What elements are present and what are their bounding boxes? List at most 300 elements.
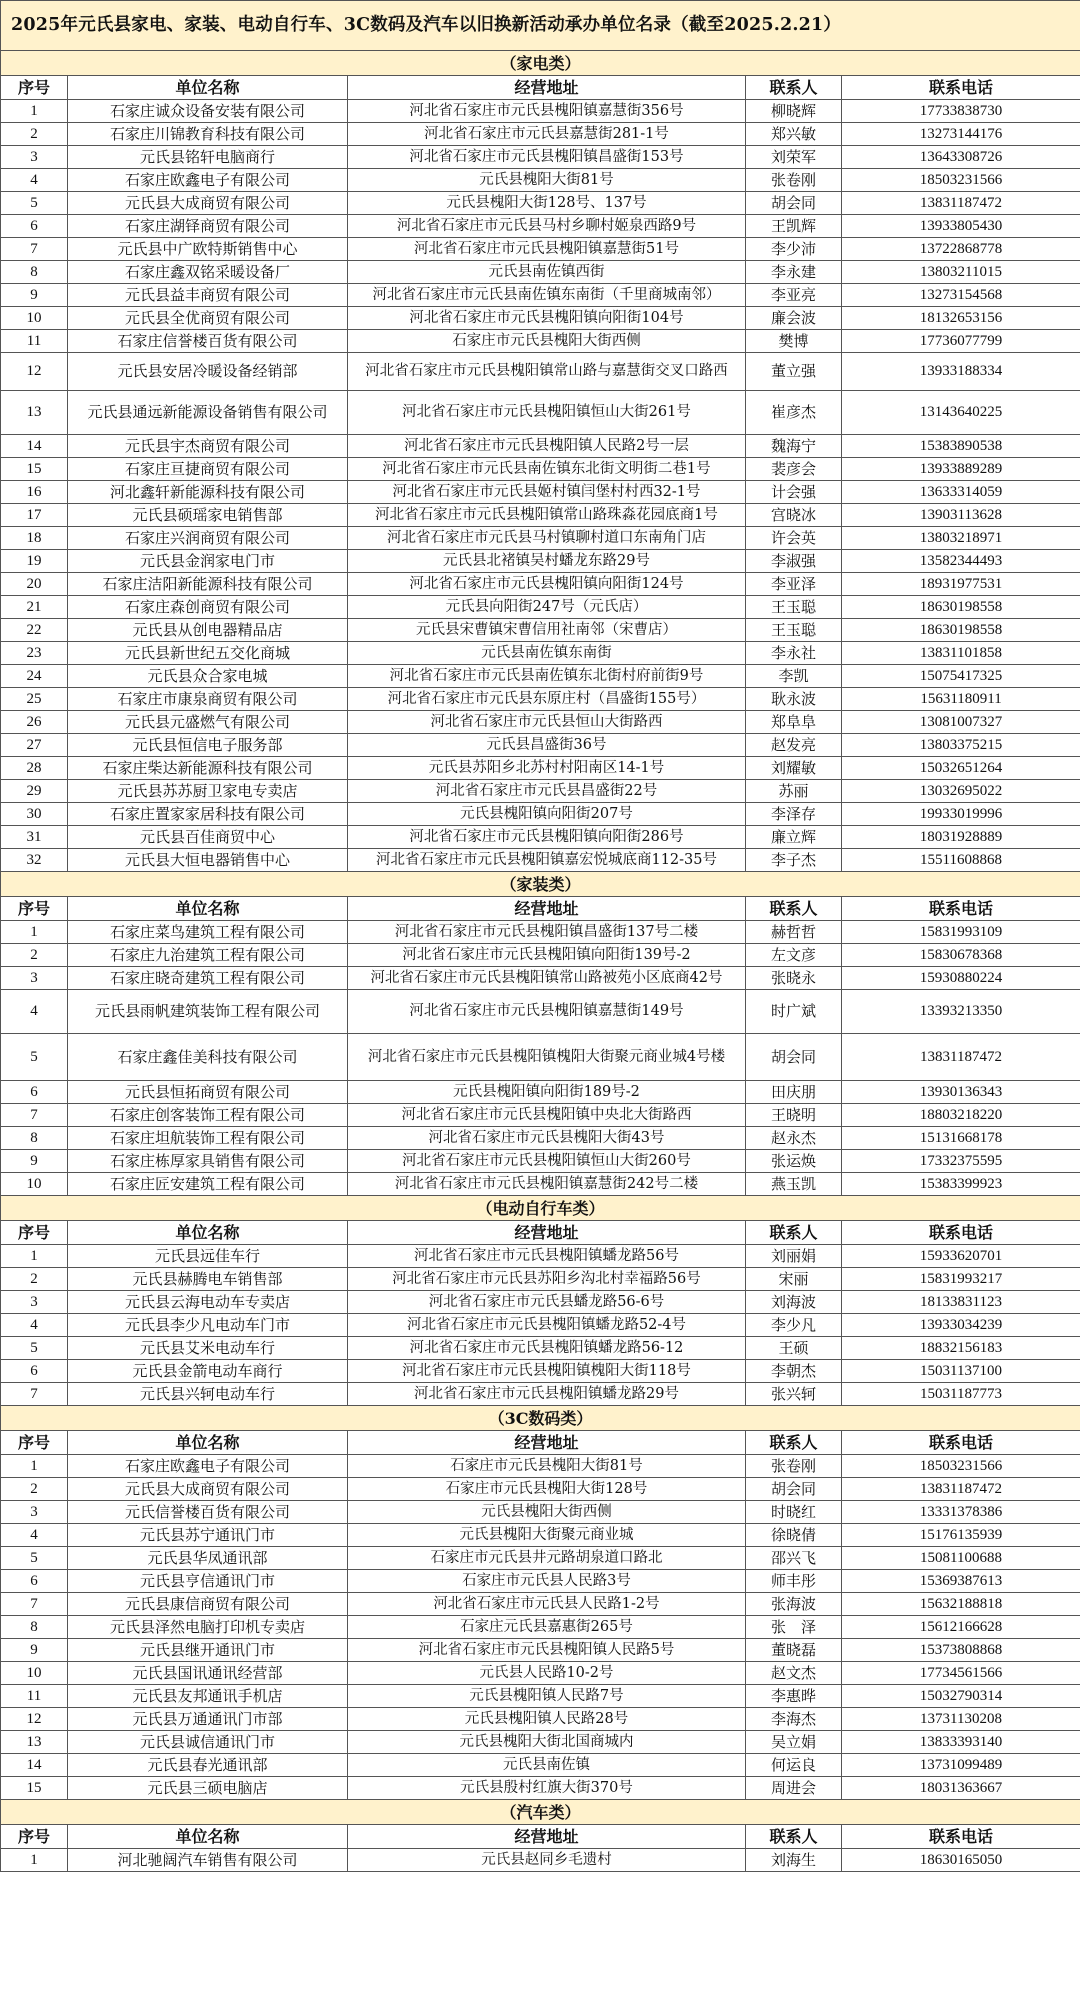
section-header-row	[1, 51, 1080, 76]
table-row	[1, 921, 1080, 944]
contact-person-cell: 张卷刚	[746, 169, 842, 192]
address-cell: 河北省石家庄市元氏县槐阳镇常山路与嘉慧街交叉口路西	[348, 353, 746, 391]
seq-cell: 31	[1, 826, 68, 849]
company-name-cell: 石家庄创客装饰工程有限公司	[68, 1104, 348, 1127]
address-cell: 元氏县向阳街247号（元氏店）	[348, 596, 746, 619]
address-cell: 石家庄市元氏县井元路胡泉道口路北	[348, 1547, 746, 1570]
address-cell: 河北省石家庄市元氏县槐阳镇嘉慧街51号	[348, 238, 746, 261]
seq-cell: 5	[1, 1034, 68, 1081]
company-name-cell: 元氏县华凤通讯部	[68, 1547, 348, 1570]
address-cell: 石家庄元氏县嘉惠街265号	[348, 1616, 746, 1639]
table-row	[1, 391, 1080, 435]
address-cell: 河北省石家庄市元氏县南佐镇东北街文明街二巷1号	[348, 458, 746, 481]
company-name-cell: 石家庄栋厚家具销售有限公司	[68, 1150, 348, 1173]
seq-cell: 10	[1, 1662, 68, 1685]
table-row	[1, 146, 1080, 169]
table-row	[1, 307, 1080, 330]
column-header-seq: 序号	[1, 1431, 68, 1455]
company-name-cell: 元氏县兴轲电动车行	[68, 1383, 348, 1406]
phone-cell: 13143640225	[842, 391, 1080, 435]
address-cell: 石家庄市元氏县槐阳大街西侧	[348, 330, 746, 353]
company-name-cell: 元氏信誉楼百货有限公司	[68, 1501, 348, 1524]
phone-cell: 18630198558	[842, 619, 1080, 642]
column-header-address: 经营地址	[348, 1431, 746, 1455]
table-row	[1, 1662, 1080, 1685]
seq-cell: 7	[1, 1104, 68, 1127]
table-row	[1, 967, 1080, 990]
contact-person-cell: 苏丽	[746, 780, 842, 803]
contact-person-cell: 吴立娟	[746, 1731, 842, 1754]
company-name-cell: 元氏县云海电动车专卖店	[68, 1291, 348, 1314]
contact-person-cell: 左文彦	[746, 944, 842, 967]
phone-cell: 13273144176	[842, 123, 1080, 146]
table-row	[1, 803, 1080, 826]
phone-cell: 18132653156	[842, 307, 1080, 330]
address-cell: 河北省石家庄市元氏县槐阳镇槐阳大街118号	[348, 1360, 746, 1383]
address-cell: 河北省石家庄市元氏县槐阳镇向阳街124号	[348, 573, 746, 596]
seq-cell: 17	[1, 504, 68, 527]
contact-person-cell: 师丰彤	[746, 1570, 842, 1593]
address-cell: 元氏县槐阳大街西侧	[348, 1501, 746, 1524]
table-row	[1, 573, 1080, 596]
phone-cell: 13831101858	[842, 642, 1080, 665]
address-cell: 河北省石家庄市元氏县南佐镇东南街（千里商城南邻）	[348, 284, 746, 307]
seq-cell: 5	[1, 192, 68, 215]
seq-cell: 11	[1, 1685, 68, 1708]
address-cell: 河北省石家庄市元氏县槐阳镇嘉慧街356号	[348, 100, 746, 123]
company-name-cell: 石家庄洁阳新能源科技有限公司	[68, 573, 348, 596]
contact-person-cell: 李亚亮	[746, 284, 842, 307]
seq-cell: 29	[1, 780, 68, 803]
table-row	[1, 481, 1080, 504]
address-cell: 河北省石家庄市元氏县槐阳镇恒山大街261号	[348, 391, 746, 435]
seq-cell: 4	[1, 1314, 68, 1337]
contact-person-cell: 宫晓冰	[746, 504, 842, 527]
company-name-cell: 元氏县全优商贸有限公司	[68, 307, 348, 330]
column-header-row	[1, 76, 1080, 100]
phone-cell: 18031363667	[842, 1777, 1080, 1800]
phone-cell: 15081100688	[842, 1547, 1080, 1570]
phone-cell: 15511608868	[842, 849, 1080, 872]
phone-cell: 15383890538	[842, 435, 1080, 458]
address-cell: 河北省石家庄市元氏县槐阳镇槐阳大街聚元商业城4号楼	[348, 1034, 746, 1081]
address-cell: 河北省石家庄市元氏县昌盛街22号	[348, 780, 746, 803]
column-header-seq: 序号	[1, 897, 68, 921]
table-row	[1, 527, 1080, 550]
table-row	[1, 1150, 1080, 1173]
contact-person-cell: 崔彦杰	[746, 391, 842, 435]
phone-cell: 13933889289	[842, 458, 1080, 481]
company-name-cell: 元氏县益丰商贸有限公司	[68, 284, 348, 307]
contact-person-cell: 王凯辉	[746, 215, 842, 238]
address-cell: 河北省石家庄市元氏县蟠龙路56-6号	[348, 1291, 746, 1314]
phone-cell: 13933188334	[842, 353, 1080, 391]
phone-cell: 18630198558	[842, 596, 1080, 619]
seq-cell: 6	[1, 1360, 68, 1383]
title-row	[1, 1, 1080, 51]
column-header-company-name: 单位名称	[68, 897, 348, 921]
table-row	[1, 238, 1080, 261]
contact-person-cell: 宋丽	[746, 1268, 842, 1291]
seq-cell: 3	[1, 967, 68, 990]
table-row	[1, 435, 1080, 458]
address-cell: 河北省石家庄市元氏县槐阳镇向阳街104号	[348, 307, 746, 330]
company-name-cell: 元氏县元盛燃气有限公司	[68, 711, 348, 734]
company-name-cell: 元氏县苏苏厨卫家电专卖店	[68, 780, 348, 803]
company-name-cell: 石家庄川锦教育科技有限公司	[68, 123, 348, 146]
table-row	[1, 192, 1080, 215]
contact-person-cell: 田庆朋	[746, 1081, 842, 1104]
table-row	[1, 734, 1080, 757]
column-header-contact-person: 联系人	[746, 1825, 842, 1849]
phone-cell: 15131668178	[842, 1127, 1080, 1150]
company-name-cell: 元氏县大成商贸有限公司	[68, 1478, 348, 1501]
table-row	[1, 123, 1080, 146]
seq-cell: 10	[1, 1173, 68, 1196]
column-header-company-name: 单位名称	[68, 76, 348, 100]
seq-cell: 8	[1, 261, 68, 284]
address-cell: 河北省石家庄市元氏县马村乡聊村姬泉西路9号	[348, 215, 746, 238]
seq-cell: 22	[1, 619, 68, 642]
column-header-company-name: 单位名称	[68, 1825, 348, 1849]
seq-cell: 15	[1, 458, 68, 481]
contact-person-cell: 郑阜阜	[746, 711, 842, 734]
company-name-cell: 石家庄亘捷商贸有限公司	[68, 458, 348, 481]
address-cell: 元氏县苏阳乡北苏村村阳南区14-1号	[348, 757, 746, 780]
phone-cell: 17733838730	[842, 100, 1080, 123]
column-header-company-name: 单位名称	[68, 1431, 348, 1455]
contact-person-cell: 李永社	[746, 642, 842, 665]
table-row	[1, 1127, 1080, 1150]
company-name-cell: 元氏县通远新能源设备销售有限公司	[68, 391, 348, 435]
seq-cell: 2	[1, 123, 68, 146]
table-row	[1, 1639, 1080, 1662]
seq-cell: 6	[1, 1570, 68, 1593]
column-header-contact-person: 联系人	[746, 897, 842, 921]
address-cell: 河北省石家庄市元氏县槐阳镇蟠龙路52-4号	[348, 1314, 746, 1337]
section-title: （家电类）	[1, 51, 1080, 76]
contact-person-cell: 张卷刚	[746, 1455, 842, 1478]
table-row	[1, 1245, 1080, 1268]
address-cell: 河北省石家庄市元氏县苏阳乡沟北村幸福路56号	[348, 1268, 746, 1291]
company-name-cell: 石家庄晓奇建筑工程有限公司	[68, 967, 348, 990]
seq-cell: 4	[1, 1524, 68, 1547]
address-cell: 元氏县宋曹镇宋曹信用社南邻（宋曹店）	[348, 619, 746, 642]
address-cell: 河北省石家庄市元氏县马村镇聊村道口东南角门店	[348, 527, 746, 550]
contact-person-cell: 李少凡	[746, 1314, 842, 1337]
seq-cell: 21	[1, 596, 68, 619]
phone-cell: 15612166628	[842, 1616, 1080, 1639]
column-header-row	[1, 897, 1080, 921]
company-name-cell: 元氏县友邦通讯手机店	[68, 1685, 348, 1708]
table-row	[1, 849, 1080, 872]
table-row	[1, 100, 1080, 123]
contact-person-cell: 李惠晔	[746, 1685, 842, 1708]
company-name-cell: 石家庄兴润商贸有限公司	[68, 527, 348, 550]
table-row	[1, 665, 1080, 688]
table-row	[1, 1777, 1080, 1800]
column-header-address: 经营地址	[348, 76, 746, 100]
phone-cell: 15631180911	[842, 688, 1080, 711]
contact-person-cell: 刘海生	[746, 1849, 842, 1872]
contact-person-cell: 刘荣军	[746, 146, 842, 169]
seq-cell: 2	[1, 944, 68, 967]
table-row	[1, 780, 1080, 803]
company-name-cell: 石家庄坦航装饰工程有限公司	[68, 1127, 348, 1150]
seq-cell: 32	[1, 849, 68, 872]
section-title: （家装类）	[1, 872, 1080, 897]
phone-cell: 13081007327	[842, 711, 1080, 734]
seq-cell: 1	[1, 1245, 68, 1268]
company-name-cell: 元氏县金箭电动车商行	[68, 1360, 348, 1383]
company-name-cell: 石家庄欧鑫电子有限公司	[68, 169, 348, 192]
address-cell: 河北省石家庄市元氏县南佐镇东北街村府前街9号	[348, 665, 746, 688]
seq-cell: 9	[1, 1639, 68, 1662]
address-cell: 元氏县槐阳大街81号	[348, 169, 746, 192]
phone-cell: 18832156183	[842, 1337, 1080, 1360]
phone-cell: 15369387613	[842, 1570, 1080, 1593]
section-title: （3C数码类）	[1, 1406, 1080, 1431]
phone-cell: 13831187472	[842, 1478, 1080, 1501]
seq-cell: 14	[1, 1754, 68, 1777]
table-row	[1, 1268, 1080, 1291]
phone-cell: 13930136343	[842, 1081, 1080, 1104]
seq-cell: 1	[1, 1849, 68, 1872]
contact-person-cell: 王玉聪	[746, 596, 842, 619]
company-name-cell: 元氏县春光通讯部	[68, 1754, 348, 1777]
column-header-phone: 联系电话	[842, 1221, 1080, 1245]
seq-cell: 14	[1, 435, 68, 458]
seq-cell: 12	[1, 1708, 68, 1731]
address-cell: 河北省石家庄市元氏县恒山大街路西	[348, 711, 746, 734]
contact-person-cell: 张晓永	[746, 967, 842, 990]
contact-person-cell: 李淑强	[746, 550, 842, 573]
company-name-cell: 元氏县艾米电动车行	[68, 1337, 348, 1360]
seq-cell: 1	[1, 921, 68, 944]
contact-person-cell: 柳晓辉	[746, 100, 842, 123]
contact-person-cell: 董立强	[746, 353, 842, 391]
company-name-cell: 元氏县中广欧特斯销售中心	[68, 238, 348, 261]
company-name-cell: 河北驰阔汽车销售有限公司	[68, 1849, 348, 1872]
address-cell: 河北省石家庄市元氏县姬村镇闫堡村村西32-1号	[348, 481, 746, 504]
address-cell: 元氏县槐阳大街聚元商业城	[348, 1524, 746, 1547]
phone-cell: 15075417325	[842, 665, 1080, 688]
company-name-cell: 石家庄九治建筑工程有限公司	[68, 944, 348, 967]
table-row	[1, 1034, 1080, 1081]
phone-cell: 15373808868	[842, 1639, 1080, 1662]
address-cell: 元氏县槐阳镇向阳街189号-2	[348, 1081, 746, 1104]
address-cell: 河北省石家庄市元氏县槐阳镇蟠龙路56号	[348, 1245, 746, 1268]
company-name-cell: 元氏县泽然电脑打印机专卖店	[68, 1616, 348, 1639]
table-row	[1, 1570, 1080, 1593]
seq-cell: 4	[1, 169, 68, 192]
contact-person-cell: 郑兴敏	[746, 123, 842, 146]
company-name-cell: 元氏县康信商贸有限公司	[68, 1593, 348, 1616]
contact-person-cell: 王晓明	[746, 1104, 842, 1127]
table-row	[1, 1173, 1080, 1196]
address-cell: 河北省石家庄市元氏县槐阳镇嘉慧街242号二楼	[348, 1173, 746, 1196]
seq-cell: 6	[1, 215, 68, 238]
phone-cell: 13331378386	[842, 1501, 1080, 1524]
table-row	[1, 215, 1080, 238]
table-row	[1, 1455, 1080, 1478]
phone-cell: 13833393140	[842, 1731, 1080, 1754]
contact-person-cell: 刘丽娟	[746, 1245, 842, 1268]
table-row	[1, 353, 1080, 391]
column-header-address: 经营地址	[348, 1221, 746, 1245]
section-title: （电动自行车类）	[1, 1196, 1080, 1221]
seq-cell: 8	[1, 1616, 68, 1639]
company-name-cell: 石家庄柴达新能源科技有限公司	[68, 757, 348, 780]
table-row	[1, 757, 1080, 780]
table-row	[1, 1360, 1080, 1383]
column-header-seq: 序号	[1, 1221, 68, 1245]
contact-person-cell: 燕玉凯	[746, 1173, 842, 1196]
phone-cell: 18803218220	[842, 1104, 1080, 1127]
company-name-cell: 元氏县恒拓商贸有限公司	[68, 1081, 348, 1104]
seq-cell: 3	[1, 146, 68, 169]
seq-cell: 25	[1, 688, 68, 711]
table-row	[1, 1849, 1080, 1872]
address-cell: 元氏县槐阳大街128号、137号	[348, 192, 746, 215]
contact-person-cell: 徐晓倩	[746, 1524, 842, 1547]
address-cell: 河北省石家庄市元氏县槐阳镇人民路2号一层	[348, 435, 746, 458]
phone-cell: 15176135939	[842, 1524, 1080, 1547]
phone-cell: 18503231566	[842, 169, 1080, 192]
address-cell: 河北省石家庄市元氏县东原庄村（昌盛街155号）	[348, 688, 746, 711]
company-name-cell: 元氏县大成商贸有限公司	[68, 192, 348, 215]
seq-cell: 12	[1, 353, 68, 391]
company-name-cell: 元氏县三硕电脑店	[68, 1777, 348, 1800]
company-name-cell: 元氏县雨帆建筑装饰工程有限公司	[68, 990, 348, 1034]
address-cell: 河北省石家庄市元氏县槐阳镇蟠龙路56-12	[348, 1337, 746, 1360]
seq-cell: 6	[1, 1081, 68, 1104]
phone-cell: 13803211015	[842, 261, 1080, 284]
contact-person-cell: 张海波	[746, 1593, 842, 1616]
section-header-row	[1, 1196, 1080, 1221]
seq-cell: 7	[1, 1383, 68, 1406]
table-row	[1, 688, 1080, 711]
seq-cell: 30	[1, 803, 68, 826]
company-name-cell: 河北鑫轩新能源科技有限公司	[68, 481, 348, 504]
address-cell: 河北省石家庄市元氏县槐阳大街43号	[348, 1127, 746, 1150]
address-cell: 河北省石家庄市元氏县人民路1-2号	[348, 1593, 746, 1616]
column-header-phone: 联系电话	[842, 76, 1080, 100]
contact-person-cell: 时晓红	[746, 1501, 842, 1524]
address-cell: 元氏县北褚镇吴村蟠龙东路29号	[348, 550, 746, 573]
table-row	[1, 1104, 1080, 1127]
phone-cell: 13032695022	[842, 780, 1080, 803]
address-cell: 元氏县殷村红旗大街370号	[348, 1777, 746, 1800]
contact-person-cell: 赵永杰	[746, 1127, 842, 1150]
contact-person-cell: 刘耀敏	[746, 757, 842, 780]
table-row	[1, 330, 1080, 353]
address-cell: 河北省石家庄市元氏县槐阳镇昌盛街153号	[348, 146, 746, 169]
seq-cell: 4	[1, 990, 68, 1034]
company-name-cell: 元氏县众合家电城	[68, 665, 348, 688]
table-row	[1, 261, 1080, 284]
company-name-cell: 石家庄诚众设备安装有限公司	[68, 100, 348, 123]
phone-cell: 13933805430	[842, 215, 1080, 238]
seq-cell: 8	[1, 1127, 68, 1150]
contact-person-cell: 李子杰	[746, 849, 842, 872]
contact-person-cell: 张运焕	[746, 1150, 842, 1173]
section-header-row	[1, 1406, 1080, 1431]
table-row	[1, 1708, 1080, 1731]
table-row	[1, 1547, 1080, 1570]
address-cell: 元氏县昌盛街36号	[348, 734, 746, 757]
phone-cell: 15831993217	[842, 1268, 1080, 1291]
seq-cell: 9	[1, 284, 68, 307]
phone-cell: 18503231566	[842, 1455, 1080, 1478]
contact-person-cell: 董晓磊	[746, 1639, 842, 1662]
company-name-cell: 元氏县新世纪五交化商城	[68, 642, 348, 665]
address-cell: 河北省石家庄市元氏县槐阳镇人民路5号	[348, 1639, 746, 1662]
address-cell: 石家庄市元氏县槐阳大街128号	[348, 1478, 746, 1501]
phone-cell: 17736077799	[842, 330, 1080, 353]
section-header-row	[1, 1800, 1080, 1825]
contact-person-cell: 张 泽	[746, 1616, 842, 1639]
section-title: （汽车类）	[1, 1800, 1080, 1825]
contact-person-cell: 胡会同	[746, 192, 842, 215]
phone-cell: 13903113628	[842, 504, 1080, 527]
phone-cell: 18031928889	[842, 826, 1080, 849]
phone-cell: 15930880224	[842, 967, 1080, 990]
column-header-seq: 序号	[1, 76, 68, 100]
seq-cell: 5	[1, 1547, 68, 1570]
company-name-cell: 石家庄菜鸟建筑工程有限公司	[68, 921, 348, 944]
company-name-cell: 元氏县安居冷暖设备经销部	[68, 353, 348, 391]
table-row	[1, 1291, 1080, 1314]
column-header-contact-person: 联系人	[746, 76, 842, 100]
seq-cell: 27	[1, 734, 68, 757]
company-name-cell: 元氏县硕瑶家电销售部	[68, 504, 348, 527]
table-row	[1, 711, 1080, 734]
table-row	[1, 1754, 1080, 1777]
seq-cell: 9	[1, 1150, 68, 1173]
address-cell: 元氏县南佐镇东南街	[348, 642, 746, 665]
phone-cell: 15032651264	[842, 757, 1080, 780]
seq-cell: 2	[1, 1268, 68, 1291]
company-name-cell: 元氏县远佳车行	[68, 1245, 348, 1268]
contact-person-cell: 时广斌	[746, 990, 842, 1034]
table-row	[1, 284, 1080, 307]
contact-person-cell: 李永建	[746, 261, 842, 284]
phone-cell: 15032790314	[842, 1685, 1080, 1708]
company-name-cell: 石家庄森创商贸有限公司	[68, 596, 348, 619]
page-title: 2025年元氏县家电、家装、电动自行车、3C数码及汽车以旧换新活动承办单位名录（截至2025.2.21）	[1, 1, 1080, 51]
seq-cell: 13	[1, 391, 68, 435]
company-name-cell: 石家庄欧鑫电子有限公司	[68, 1455, 348, 1478]
contact-person-cell: 李少沛	[746, 238, 842, 261]
seq-cell: 18	[1, 527, 68, 550]
seq-cell: 10	[1, 307, 68, 330]
company-name-cell: 石家庄鑫佳美科技有限公司	[68, 1034, 348, 1081]
column-header-address: 经营地址	[348, 1825, 746, 1849]
address-cell: 元氏县槐阳镇人民路7号	[348, 1685, 746, 1708]
seq-cell: 7	[1, 1593, 68, 1616]
phone-cell: 19933019996	[842, 803, 1080, 826]
table-row	[1, 990, 1080, 1034]
contact-person-cell: 何运良	[746, 1754, 842, 1777]
seq-cell: 1	[1, 1455, 68, 1478]
company-name-cell: 元氏县诚信通讯门市	[68, 1731, 348, 1754]
company-name-cell: 元氏县继开通讯门市	[68, 1639, 348, 1662]
phone-cell: 13831187472	[842, 192, 1080, 215]
address-cell: 元氏县南佐镇西街	[348, 261, 746, 284]
table-row	[1, 1314, 1080, 1337]
address-cell: 河北省石家庄市元氏县槐阳镇向阳街286号	[348, 826, 746, 849]
